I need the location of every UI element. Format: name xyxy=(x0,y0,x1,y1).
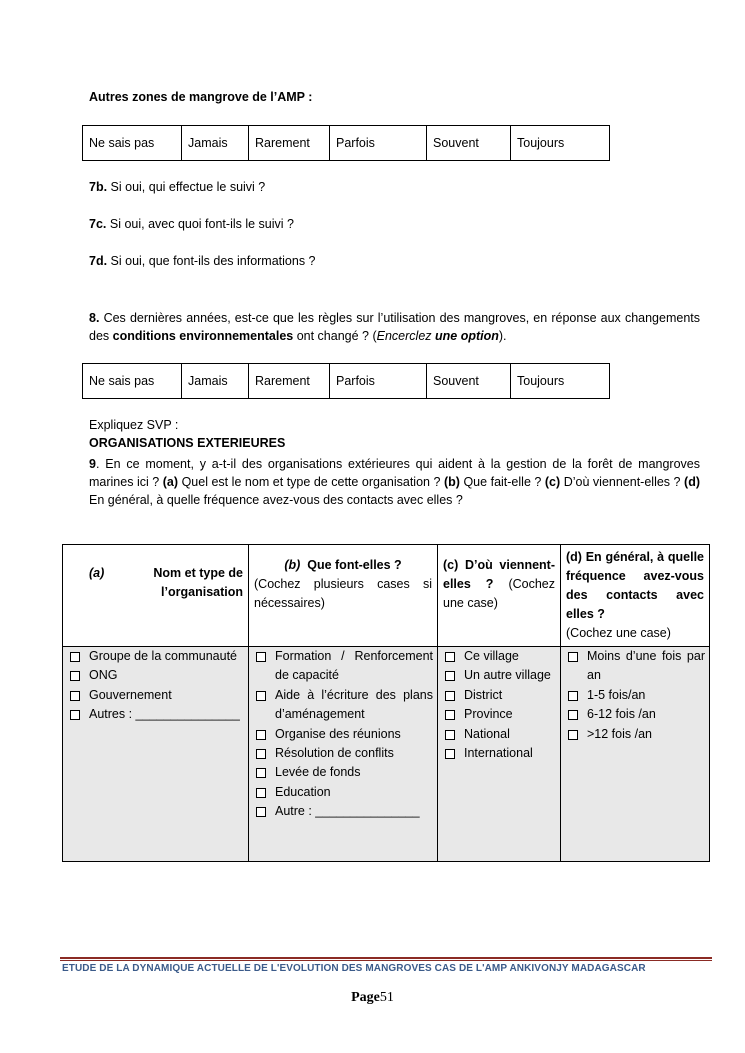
checkbox-icon[interactable] xyxy=(568,730,578,740)
question-7b: 7b. Si oui, qui effectue le suivi ? xyxy=(89,180,266,194)
checkbox-icon[interactable] xyxy=(70,652,80,662)
checkbox-item[interactable]: Autres : _______________ xyxy=(68,705,244,724)
col-d-header: (d) En général, à quelle fréquence avez-vous des contacts avec elles ? (Cochez une case) xyxy=(561,545,710,647)
question-9: 9. En ce moment, y a-t-il des organisations extérieures qui aident à la gestion de la forêt de mangroves marines ici ? (a) Quel est le nom et type de cette organisation ? (b) Que fait-elle ? (c) D’où viennent-elles ? (d) En général, à quelle fréquence avez-vous des contacts avec elles ? xyxy=(89,457,700,507)
checkbox-item[interactable]: Organise des réunions xyxy=(254,725,433,744)
checkbox-item[interactable]: District xyxy=(443,686,556,705)
checkbox-item[interactable]: Education xyxy=(254,783,433,802)
checkbox-item[interactable]: Résolution de conflits xyxy=(254,744,433,763)
question-7d: 7d. Si oui, que font-ils des informations ? xyxy=(89,254,316,268)
option-cell[interactable]: Parfois xyxy=(330,364,427,399)
checkbox-icon[interactable] xyxy=(568,710,578,720)
question-7c: 7c. Si oui, avec quoi font-ils le suivi ? xyxy=(89,217,294,231)
checkbox-icon[interactable] xyxy=(445,652,455,662)
checkbox-icon[interactable] xyxy=(445,710,455,720)
option-cell[interactable]: Ne sais pas xyxy=(83,126,182,161)
checkbox-item[interactable]: Groupe de la communauté xyxy=(68,647,244,666)
footer-rule-thin xyxy=(60,960,712,961)
checkbox-icon[interactable] xyxy=(445,691,455,701)
checkbox-icon[interactable] xyxy=(256,730,266,740)
checkbox-item[interactable]: Levée de fonds xyxy=(254,763,433,782)
checkbox-item[interactable]: Un autre village xyxy=(443,666,556,685)
option-cell[interactable]: Toujours xyxy=(511,126,610,161)
checkbox-item[interactable]: National xyxy=(443,725,556,744)
option-cell[interactable]: Souvent xyxy=(427,364,511,399)
col-c-options xyxy=(438,647,561,862)
checkbox-icon[interactable] xyxy=(445,730,455,740)
checkbox-item[interactable]: Aide à l’écriture des plans d’aménagement xyxy=(254,686,433,725)
checkbox-item[interactable]: 1-5 fois/an xyxy=(566,686,705,705)
checkbox-icon[interactable] xyxy=(568,691,578,701)
checkbox-item[interactable]: 6-12 fois /an xyxy=(566,705,705,724)
col-a-header: (a) Nom et type de l’organisation xyxy=(63,545,249,647)
col-b-options xyxy=(249,647,438,862)
checkbox-icon[interactable] xyxy=(256,807,266,817)
option-cell[interactable]: Toujours xyxy=(511,364,610,399)
checkbox-icon[interactable] xyxy=(256,691,266,701)
checkbox-item[interactable]: ONG xyxy=(68,666,244,685)
explain-prompt: Expliquez SVP : xyxy=(89,418,179,432)
option-cell[interactable]: Souvent xyxy=(427,126,511,161)
option-cell[interactable]: Ne sais pas xyxy=(83,364,182,399)
checkbox-icon[interactable] xyxy=(70,710,80,720)
checkbox-item[interactable]: >12 fois /an xyxy=(566,725,705,744)
checkbox-item[interactable]: Formation / Renforcement de capacité xyxy=(254,647,433,686)
option-cell[interactable]: Rarement xyxy=(249,364,330,399)
checkbox-icon[interactable] xyxy=(445,749,455,759)
page-number: Page51 xyxy=(351,990,394,1005)
organisations-table xyxy=(62,544,710,862)
col-a-options xyxy=(63,647,249,862)
checkbox-item[interactable]: International xyxy=(443,744,556,763)
checkbox-icon[interactable] xyxy=(445,671,455,681)
section-title: ORGANISATIONS EXTERIEURES xyxy=(89,436,286,450)
checkbox-item[interactable]: Ce village xyxy=(443,647,556,666)
checkbox-icon[interactable] xyxy=(256,749,266,759)
col-c-header: (c) D’où viennent-elles ? (Cochez une case) xyxy=(438,545,561,647)
amp-heading: Autres zones de mangrove de l’AMP : xyxy=(89,90,313,104)
option-cell[interactable]: Parfois xyxy=(330,126,427,161)
checkbox-item[interactable]: Moins d’une fois par an xyxy=(566,647,705,686)
footer-rule xyxy=(60,957,712,959)
col-d-options xyxy=(561,647,710,862)
checkbox-icon[interactable] xyxy=(568,652,578,662)
option-cell[interactable]: Jamais xyxy=(182,126,249,161)
checkbox-icon[interactable] xyxy=(70,691,80,701)
checkbox-icon[interactable] xyxy=(256,652,266,662)
checkbox-icon[interactable] xyxy=(70,671,80,681)
frequency-options-table-2 xyxy=(82,363,610,399)
question-8: 8. Ces dernières années, est-ce que les règles sur l’utilisation des mangroves, en réponse aux changements des conditions environnementales ont changé ? (Encerclez une option). xyxy=(89,311,700,343)
footer-title: ETUDE DE LA DYNAMIQUE ACTUELLE DE L'EVOLUTION DES MANGROVES CAS DE L'AMP ANKIVONJY MADAGASCAR xyxy=(62,963,646,974)
checkbox-icon[interactable] xyxy=(256,768,266,778)
col-b-header: (b) Que font-elles ? (Cochez plusieurs cases si nécessaires) xyxy=(249,545,438,647)
frequency-options-table-1 xyxy=(82,125,610,161)
checkbox-item[interactable]: Autre : _______________ xyxy=(254,802,433,821)
option-cell[interactable]: Rarement xyxy=(249,126,330,161)
checkbox-item[interactable]: Gouvernement xyxy=(68,686,244,705)
checkbox-item[interactable]: Province xyxy=(443,705,556,724)
checkbox-icon[interactable] xyxy=(256,788,266,798)
option-cell[interactable]: Jamais xyxy=(182,364,249,399)
